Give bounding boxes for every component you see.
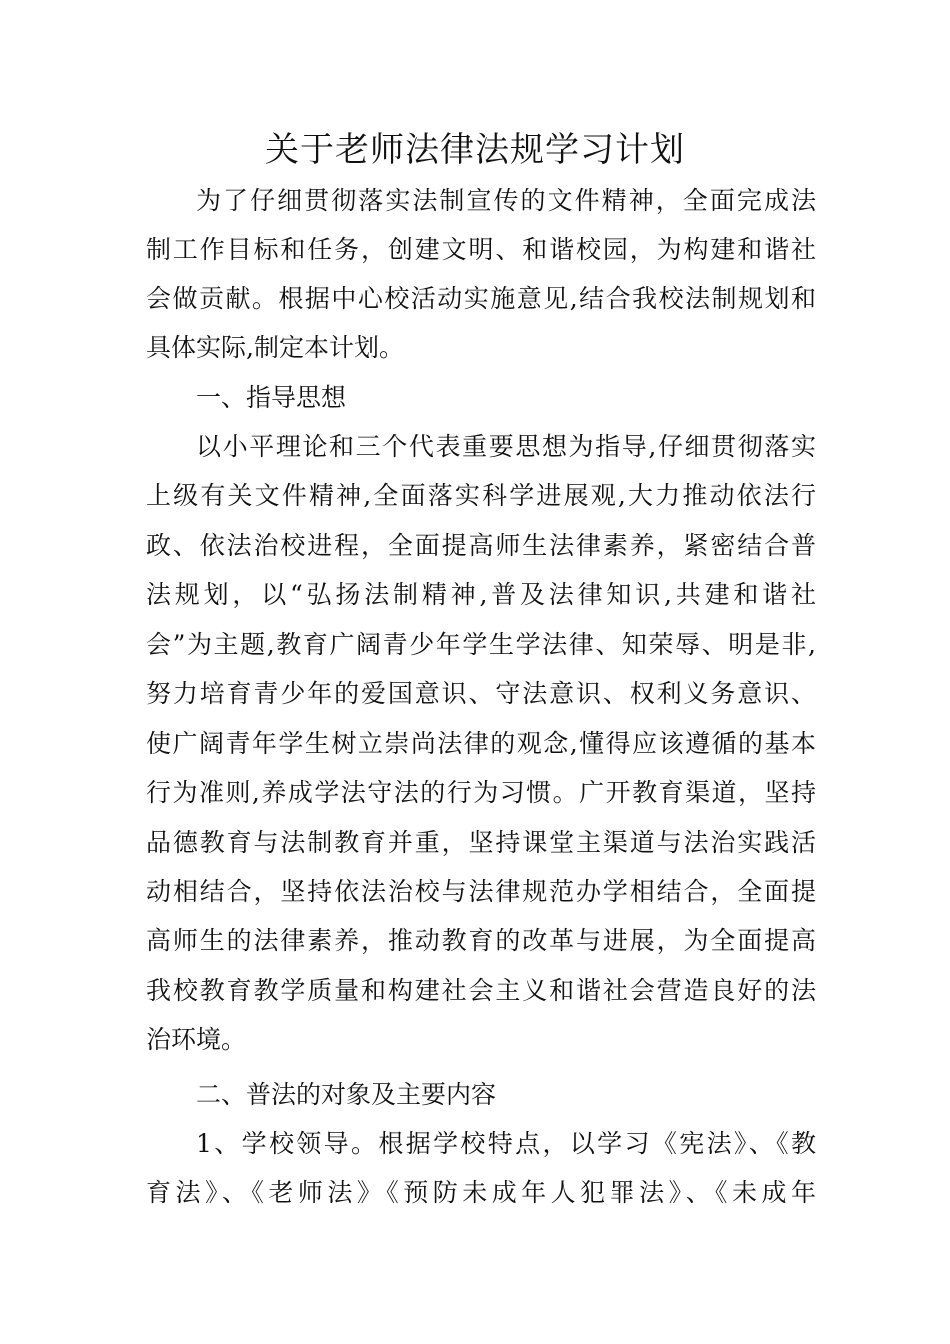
document-title: 关于老师法律法规学习计划 [265, 130, 685, 170]
paragraph-line: 我校教育教学质量和构建社会主义和谐社会营造良好的法 [146, 976, 816, 1005]
paragraph-line: 治环境。 [146, 1025, 247, 1054]
paragraph-line: 会做贡献。根据中心校活动实施意见,结合我校法制规划和 [146, 284, 816, 313]
paragraph-line: 以小平理论和三个代表重要思想为指导,仔细贯彻落实 [196, 432, 816, 461]
paragraph-line: 使广阔青年学生树立崇尚法律的观念,懂得应该遵循的基本 [146, 729, 816, 758]
section-heading: 一、指导思想 [196, 383, 347, 412]
section-heading: 二、普法的对象及主要内容 [196, 1080, 497, 1109]
paragraph-line: 法规划，以“弘扬法制精神,普及法律知识,共建和谐社 [146, 580, 816, 609]
paragraph-line: 高师生的法律素养，推动教育的改革与进展，为全面提高 [146, 926, 816, 955]
paragraph-line: 制工作目标和任务，创建文明、和谐校园，为构建和谐社 [146, 235, 816, 264]
paragraph-line: 努力培育青少年的爱国意识、守法意识、权利义务意识、 [146, 679, 816, 708]
paragraph-line: 行为准则,养成学法守法的行为习惯。广开教育渠道，坚持 [146, 778, 816, 807]
paragraph-line: 上级有关文件精神,全面落实科学进展观,大力推动依法行 [146, 481, 816, 510]
paragraph-line: 动相结合，坚持依法治校与法律规范办学相结合，全面提 [146, 877, 816, 906]
paragraph-line: 会”为主题,教育广阔青少年学生学法律、知荣辱、明是非, [146, 630, 816, 659]
paragraph-line: 品德教育与法制教育并重，坚持课堂主渠道与法治实践活 [146, 828, 816, 857]
paragraph-line: 1、学校领导。根据学校特点，以学习《宪法》、《教 [196, 1129, 816, 1158]
paragraph-line: 为了仔细贯彻落实法制宣传的文件精神，全面完成法 [196, 186, 816, 215]
paragraph-line: 具体实际,制定本计划。 [146, 333, 404, 362]
paragraph-line: 育法》、《老师法》《预防未成年人犯罪法》、《未成年 [146, 1178, 816, 1207]
paragraph-line: 政、依法治校进程，全面提高师生法律素养，紧密结合普 [146, 531, 816, 560]
